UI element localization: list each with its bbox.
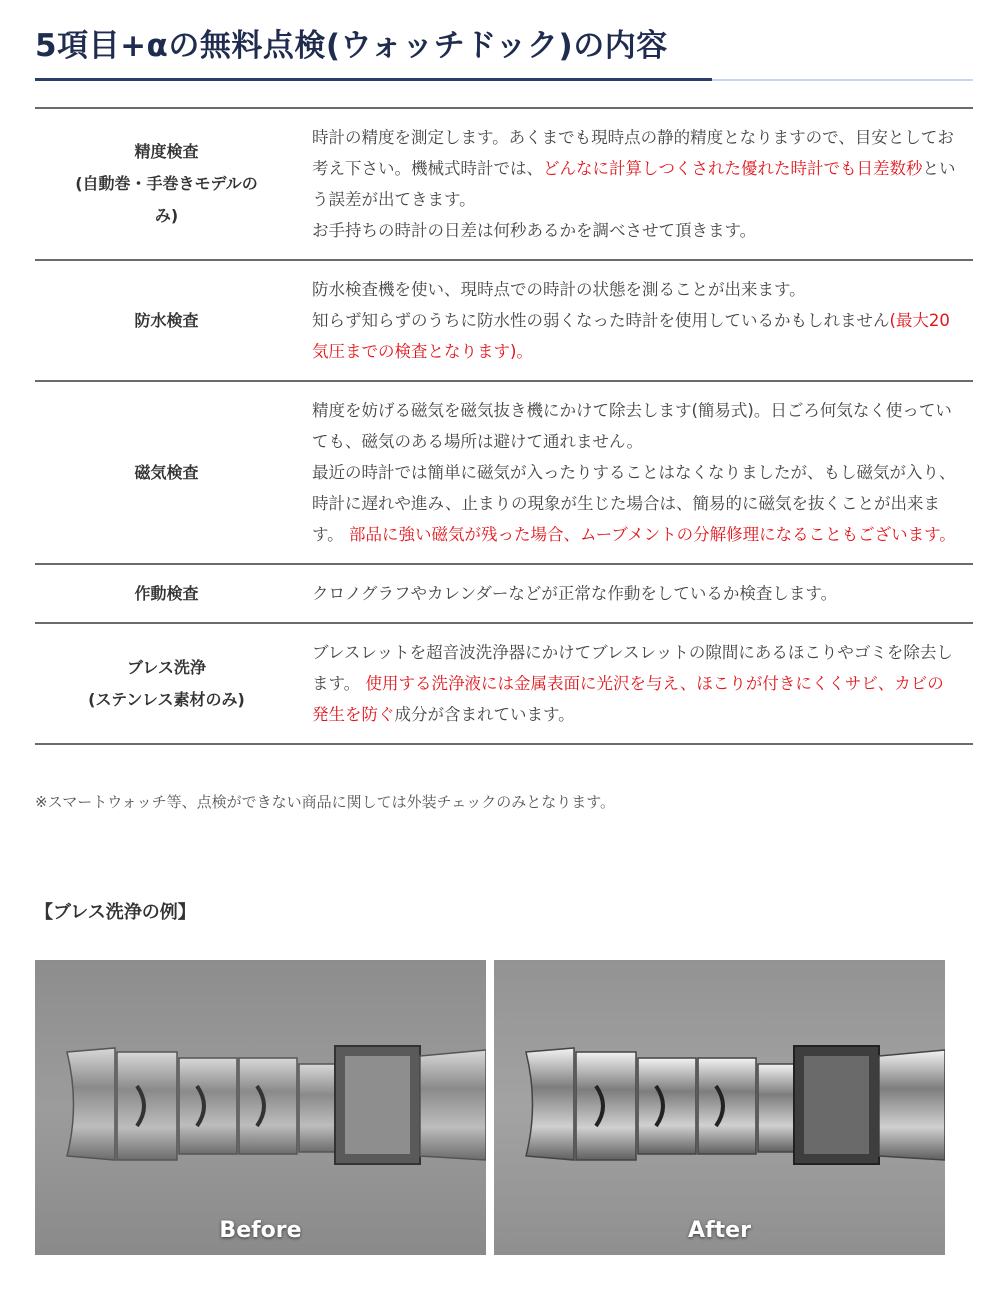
title-underline-accent (35, 78, 712, 81)
inspection-label-line: 防水検査 (134, 310, 199, 330)
inspection-row (35, 564, 973, 623)
description-text: 時計の精度を測定します。あくまでも現時点の静的精度となりますので、目安としてお考え下さい。機械式時計では、 (312, 128, 954, 178)
inspection-row (35, 108, 973, 260)
inspection-description (298, 564, 973, 623)
description-text: 精度を妨げる磁気を磁気抜き機にかけて除去します(簡易式)。日ごろ何気なく使っていても、磁気のある場所は避けて通れません。 最近の時計では簡単に磁気が入ったりすることはなくなりましたが、もし磁気が入り、時計に遅れや進み、止まりの現象が生じた場合は、簡易的に磁気を抜くことが出来ます。 (312, 401, 956, 544)
before-photo (35, 960, 486, 1255)
bracelet-before-image (35, 960, 486, 1255)
description-text: 成分が含まれています。 (394, 705, 575, 724)
inspection-label-line: (ステンレス素材のみ) (88, 689, 245, 709)
example-title: 【ブレス洗浄の例】 (35, 902, 196, 923)
before-label: Before (219, 1218, 302, 1243)
inspection-row (35, 381, 973, 564)
description-text: クロノグラフやカレンダーなどが正常な作動をしているか検査します。 (312, 584, 838, 603)
inspection-description (298, 623, 973, 744)
inspection-label-line: 精度検査 (134, 142, 199, 161)
inspection-label (35, 623, 298, 744)
inspection-label (35, 381, 298, 564)
inspection-label (35, 108, 298, 260)
inspection-row (35, 260, 973, 381)
description-highlight: (最大20気圧までの検査となります)。 (312, 311, 950, 361)
after-label: After (688, 1218, 751, 1243)
inspection-description (298, 260, 973, 381)
inspection-row (35, 623, 973, 744)
description-text: ブレスレットを超音波洗浄器にかけてブレスレットの隙間にあるほこりやゴミを除去します。 (312, 643, 953, 693)
after-photo (494, 960, 945, 1255)
description-highlight: 使用する洗浄液には金属表面に光沢を与え、ほこりが付きにくくサビ、カビの発生を防ぐ (312, 674, 944, 724)
description-text: 防水検査機を使い、現時点での時計の状態を測ることが出来ます。 知らず知らずのうちに防水性の弱くなった時計を使用しているかもしれません (312, 280, 890, 330)
inspection-description (298, 108, 973, 260)
page-title: 5項目+αの無料点検(ウォッチドック)の内容 (35, 28, 668, 64)
description-highlight: 部品に強い磁気が残った場合、ムーブメントの分解修理になることもございます。 (348, 525, 956, 544)
description-text: という誤差が出てきます。 お手持ちの時計の日差は何秒あるかを調べさせて頂きます。 (312, 159, 956, 240)
description-highlight: どんなに計算しつくされた優れた時計でも日差数秒 (543, 159, 923, 178)
inspection-label-line: (自動巻・手巻きモデルの (75, 174, 258, 193)
inspection-table (35, 107, 973, 745)
smartwatch-note: ※スマートウォッチ等、点検ができない商品に関しては外装チェックのみとなります。 (35, 793, 616, 811)
inspection-label (35, 260, 298, 381)
inspection-description (298, 381, 973, 564)
inspection-label-line: ブレス洗浄 (127, 657, 206, 677)
bracelet-after-image (494, 960, 945, 1255)
inspection-label-line: み) (154, 206, 179, 225)
inspection-label (35, 564, 298, 623)
inspection-label-line: 作動検査 (134, 583, 199, 603)
inspection-label-line: 磁気検査 (134, 462, 199, 482)
